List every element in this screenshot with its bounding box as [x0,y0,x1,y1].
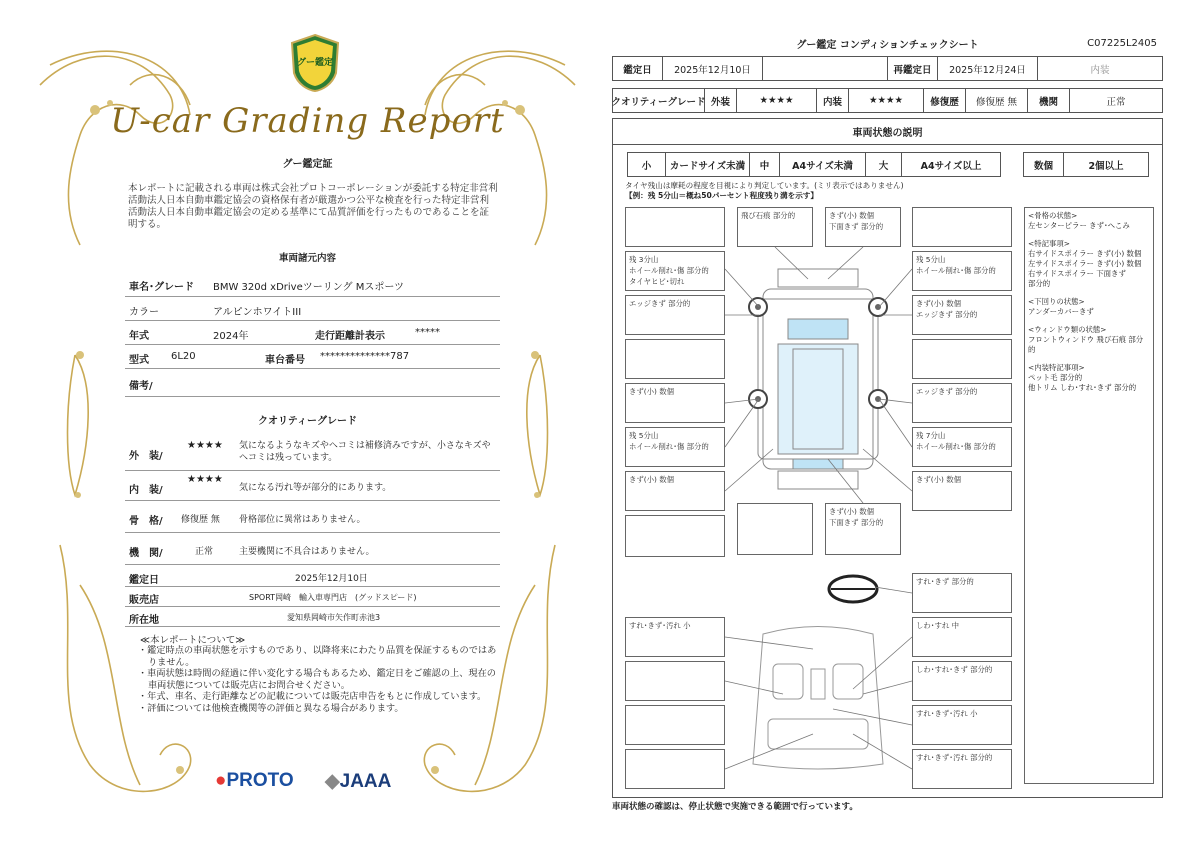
report-title: U-car Grading Report [110,101,505,141]
goo-appraisal-badge [288,33,342,93]
type-value: 6L20 [171,351,196,362]
spec-heading: 車両諸元内容 [278,253,336,264]
exterior-comment: 気になるようなキズやヘコミは補修済みですが、小さなキズやヘコミは残っています。 [239,441,491,463]
certificate-heading: グー鑑定証 [282,159,333,170]
note-line: ペット毛 部分的 [1028,373,1083,382]
jaaa-text: JAAA [339,771,392,792]
redate-value: 2025年12月24日 [938,57,1038,80]
frame-comment: 骨格部位に異常はありません。 [239,515,366,525]
dealer-row [125,587,500,607]
legend-large-desc: A4サイズ以上 [920,160,982,172]
address-value: 愛知県岡崎市矢作町赤池3 [287,613,381,622]
engine-label: 機関 [1028,89,1070,112]
note-item: ・年式、車名、走行距離などの記載については販売店申告をもとに作成しています。 [138,691,487,703]
condition-box: エッジきず 部分的 [912,383,1012,423]
note-line: アンダーカバーきず [1028,307,1094,316]
condition-panel [612,118,1163,798]
interior-stars: ★★★★ [187,474,223,485]
sheet-title: グー鑑定 コンディションチェックシート [796,40,979,51]
condition-check-sheet [610,30,1165,820]
condition-box: しわ･すれ 中 [912,617,1012,657]
legend-large: 大 [866,153,902,176]
sheet-code: C07225L2405 [1087,38,1157,49]
exterior-row [125,435,500,471]
remarks-label: 備考/ [129,381,153,392]
vin-label: 車台番号 [265,355,305,366]
ext-stars: ★★★★ [737,89,817,112]
note-line: 他トリム しわ･すれ･きず 部分的 [1028,383,1137,392]
tire-note-line1: タイヤ残山は摩耗の程度を目視により判定しています。(ミリ表示ではありません) [625,181,904,190]
vin-value: **************787 [320,351,410,362]
note-group-windows [1028,325,1150,355]
engine-comment: 主要機関に不具合はありません。 [239,547,375,557]
date-table [612,56,1163,81]
condition-box: きず(小) 数個 [912,471,1012,511]
repair-value: 修復歴 無 [966,89,1028,112]
blank-cell [763,57,888,80]
color-row [125,297,500,321]
note-line: 右サイドスポイラー 下面きず [1028,269,1126,278]
dealer-value: SPORT岡崎 輸入車専門店 (グッドスピード) [249,593,417,602]
note-line: <内装特記事項> [1028,363,1085,372]
date-value: 2025年12月10日 [663,57,763,80]
legend-medium: 中 [750,153,780,176]
notes-title: ≪本レポートについて≫ [140,635,246,646]
grading-certificate [20,25,595,825]
note-group-interior [1028,363,1150,393]
condition-box: きず(小) 数個 エッジきず 部分的 [912,295,1012,335]
interior-comment: 気になる汚れ等が部分的にあります。 [239,483,392,493]
condition-box: すれ･きず･汚れ 部分的 [912,749,1012,789]
engine-value: 正常 [195,547,214,557]
condition-box: すれ･きず･汚れ 小 [625,617,725,657]
qg-label: クオリティーグレード [613,89,705,112]
condition-box: 残 5分山 ホイール削れ･傷 部分的 [912,251,1012,291]
note-line: 右サイドスポイラー きず(小) 数個 [1028,249,1142,258]
frame-row [125,501,500,533]
year-label: 年式 [129,331,149,342]
int-label: 内装 [817,89,849,112]
dealer-label: 販売店 [129,595,159,606]
year-value: 2024年 [213,331,249,342]
note-line: フロントウィンドウ 飛び石痕 部分的 [1028,335,1144,354]
mileage-value: ***** [415,327,440,338]
redate-label: 再鑑定日 [888,57,938,80]
condition-box: すれ･きず･汚れ 小 [912,705,1012,745]
interior-row [125,471,500,501]
date-row [125,565,500,587]
condition-box: 飛び石痕 部分的 [737,207,813,247]
engine-row [125,533,500,565]
legend-small-desc: カードサイズ未満 [666,153,750,176]
condition-box: きず(小) 数個 下面きず 部分的 [825,503,901,555]
condition-box: きず(小) 数個 [625,383,725,423]
jaaa-logo: ◆JAAA [325,771,392,792]
note-line: 左サイドスポイラー きず(小) 数個 [1028,259,1142,268]
type-row [125,345,500,369]
date-label: 鑑定日 [613,57,663,80]
address-label: 所在地 [129,615,159,626]
date-label: 鑑定日 [129,575,159,586]
grade-table [612,88,1163,113]
badge-text: グー鑑定 [296,58,333,68]
brand-logos [215,770,415,800]
ext-label: 外装 [705,89,737,112]
model-row [125,273,500,297]
side-notes-panel [1024,207,1154,784]
quality-heading: クオリティーグレード [258,416,357,427]
repair-label: 修復歴 [924,89,966,112]
count-value: 2個以上 [1088,160,1124,172]
int-stars: ★★★★ [849,89,924,112]
year-row [125,321,500,345]
note-group-underbody [1028,297,1150,317]
exterior-stars: ★★★★ [187,440,223,451]
condition-box: きず(小) 数個 下面きず 部分的 [825,207,901,247]
condition-heading: 車両状態の説明 [613,119,1162,145]
model-label: 車名･グレード [129,282,194,293]
mileage-label: 走行距離計表示 [315,331,385,342]
note-group-special [1028,239,1150,289]
tire-note-line2: 【例：残 5分山＝概ね50パーセント程度残り溝を示す】 [625,191,818,200]
exterior-label: 外 装/ [129,451,163,462]
condition-box: エッジきず 部分的 [625,295,725,335]
model-value: BMW 320d xDriveツーリング Mスポーツ [213,282,404,293]
sheet-footer: 車両状態の確認は、停止状態で実施できる範囲で行っています。 [612,802,858,812]
frame-value: 修復歴 無 [181,515,220,525]
interior-label: 内 装/ [129,485,163,496]
certificate-body: 本レポートに記載される車両は株式会社プロトコーポレーションが委託する特定非営利活動法人日本自動車鑑定協会の資格保有者が厳選かつ公平な検査を行った特定非営利活動法人日本自動車鑑定協会の定める基準にて品質評価を行ったものであることを証明する。 [128,183,498,230]
note-line: <骨格の状態> [1028,211,1078,220]
legend-small: 小 [628,153,666,176]
note-item: ・鑑定時点の車両状態を示すものであり、以降将来にわたり品質を保証するものではありません。 [138,645,497,668]
condition-box: きず(小) 数個 [625,471,725,511]
proto-logo: ●PROTO [215,770,294,791]
note-line: <特記事項> [1028,239,1070,248]
note-line: 部分的 [1028,279,1051,288]
condition-box: すれ･きず 部分的 [912,573,1012,613]
engine-label: 機 関/ [129,548,163,559]
type-label: 型式 [129,355,149,366]
color-value: アルピンホワイトIII [213,307,302,318]
address-row [125,607,500,627]
remarks-row [125,369,500,397]
notes-list [138,645,498,715]
engine-value: 正常 [1106,96,1126,108]
condition-box: 残 7分山 ホイール削れ･傷 部分的 [912,427,1012,467]
condition-box: 残 3分山 ホイール削れ･傷 部分的 タイヤヒビ･切れ [625,251,725,291]
note-group-frame [1028,211,1150,231]
count-label: 数個 [1024,153,1064,176]
frame-label: 骨 格/ [129,516,163,527]
interior-tag: 内装 [1090,64,1110,76]
condition-box: しわ･すれ･きず 部分的 [912,661,1012,701]
date-value: 2025年12月10日 [295,574,368,584]
proto-text: PROTO [226,770,294,791]
note-line: 左センターピラー きず･へこみ [1028,221,1130,230]
note-item: ・車両状態は時間の経過に伴い変化する場合もあるため、鑑定日をご確認の上、現在の車両状態については販売店にお問合せください。 [138,668,496,691]
color-label: カラー [129,307,159,318]
condition-box: 残 5分山 ホイール削れ･傷 部分的 [625,427,725,467]
note-line: <ウィンドウ類の状態> [1028,325,1107,334]
note-line: <下回りの状態> [1028,297,1085,306]
note-item: ・評価については他検査機関等の評価と異なる場合があります。 [138,702,404,714]
legend-medium-desc: A4サイズ未満 [780,153,866,176]
